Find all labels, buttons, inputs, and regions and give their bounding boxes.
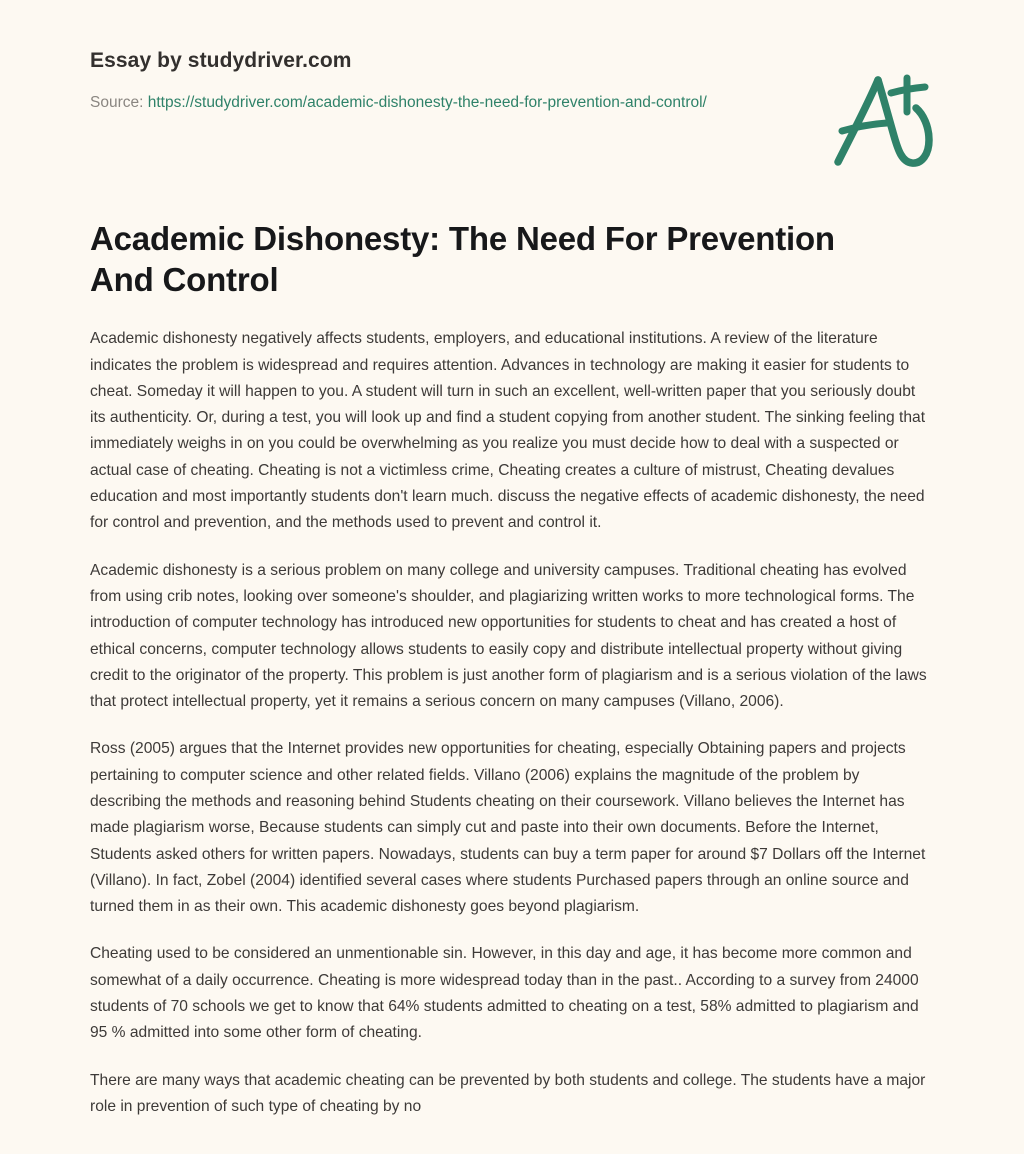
paragraph: Academic dishonesty negatively affects students, employers, and educational institutions. A review of the literature indicates the problem is widespread and requires attention. Advances in technology are making it easier for students to cheat. Someday it will happen to you. A student will turn in such an excellent, well-written paper that you seriously doubt its authenticity. Or, during a test, you will look up and find a student copying from another student. The sinking feeling that immediately weighs in on you could be overwhelming as you realize you must decide how to deal with a suspected or actual case of cheating. Cheating is not a victimless crime, Cheating creates a culture of mistrust, Cheating devalues education and most importantly students don't learn much. discuss the negative effects of academic dishonesty, the need for control and prevention, and the methods used to prevent and control it. [90,330,926,532]
page-header [0,0,1024,114]
source-url-link[interactable]: https://studydriver.com/academic-dishonesty-the-need-for-prevention-and-control/ [147,94,707,112]
a-plus-icon [828,70,938,170]
paragraph: Ross (2005) argues that the Internet provides new opportunities for cheating, especially Obtaining papers and projects pertaining to computer science and other related fields. Villano (2006) explains the magnitude of the problem by describing the methods and reasoning behind Students cheating on their coursework. Villano believes the Internet has made plagiarism worse, Because students can simply cut and paste into their own documents. Before the Internet, Students asked others for written papers. Nowadays, students can buy a term paper for around $7 Dollars off the Internet (Villano). In fact, Zobel (2004) identified several cases where students Purchased papers through an online source and turned them in as their own. This academic dishonesty goes beyond plagiarism. [90,740,926,916]
source-label: Source: [90,94,148,112]
studydriver-a-plus-logo [828,70,938,170]
paragraph: Cheating used to be considered an unmentionable sin. However, in this day and age, it has become more common and somewhat of a daily occurrence. Cheating is more widespread today than in the past.. According to a survey from 24000 students of 70 schools we get to know that 64% students admitted to cheating on a test, 58% admitted to plagiarism and 95 % admitted into some other form of cheating. [90,945,919,1042]
page-title: Academic Dishonesty: The Need For Prevention And Control [90,220,835,299]
essay-byline: Essay by studydriver.com [90,49,352,72]
paragraph: There are many ways that academic cheating can be prevented by both students and college. The students have a major role in prevention of such type of cheating by no [90,1071,926,1115]
source-line [90,91,740,114]
article-body [0,326,1024,1120]
paragraph: Academic dishonesty is a serious problem on many college and university campuses. Traditional cheating has evolved from using crib notes, looking over someone's shoulder, and plagiarizing written works to more technological forms. The introduction of computer technology has introduced new opportunities for students to cheat and has created a host of ethical concerns, computer technology allows students to easily copy and distribute intellectual property without giving credit to the originator of the property. This problem is just another form of plagiarism and is a serious violation of the laws that protect intellectual property, yet it remains a serious concern on many campuses (Villano, 2006). [90,561,927,711]
